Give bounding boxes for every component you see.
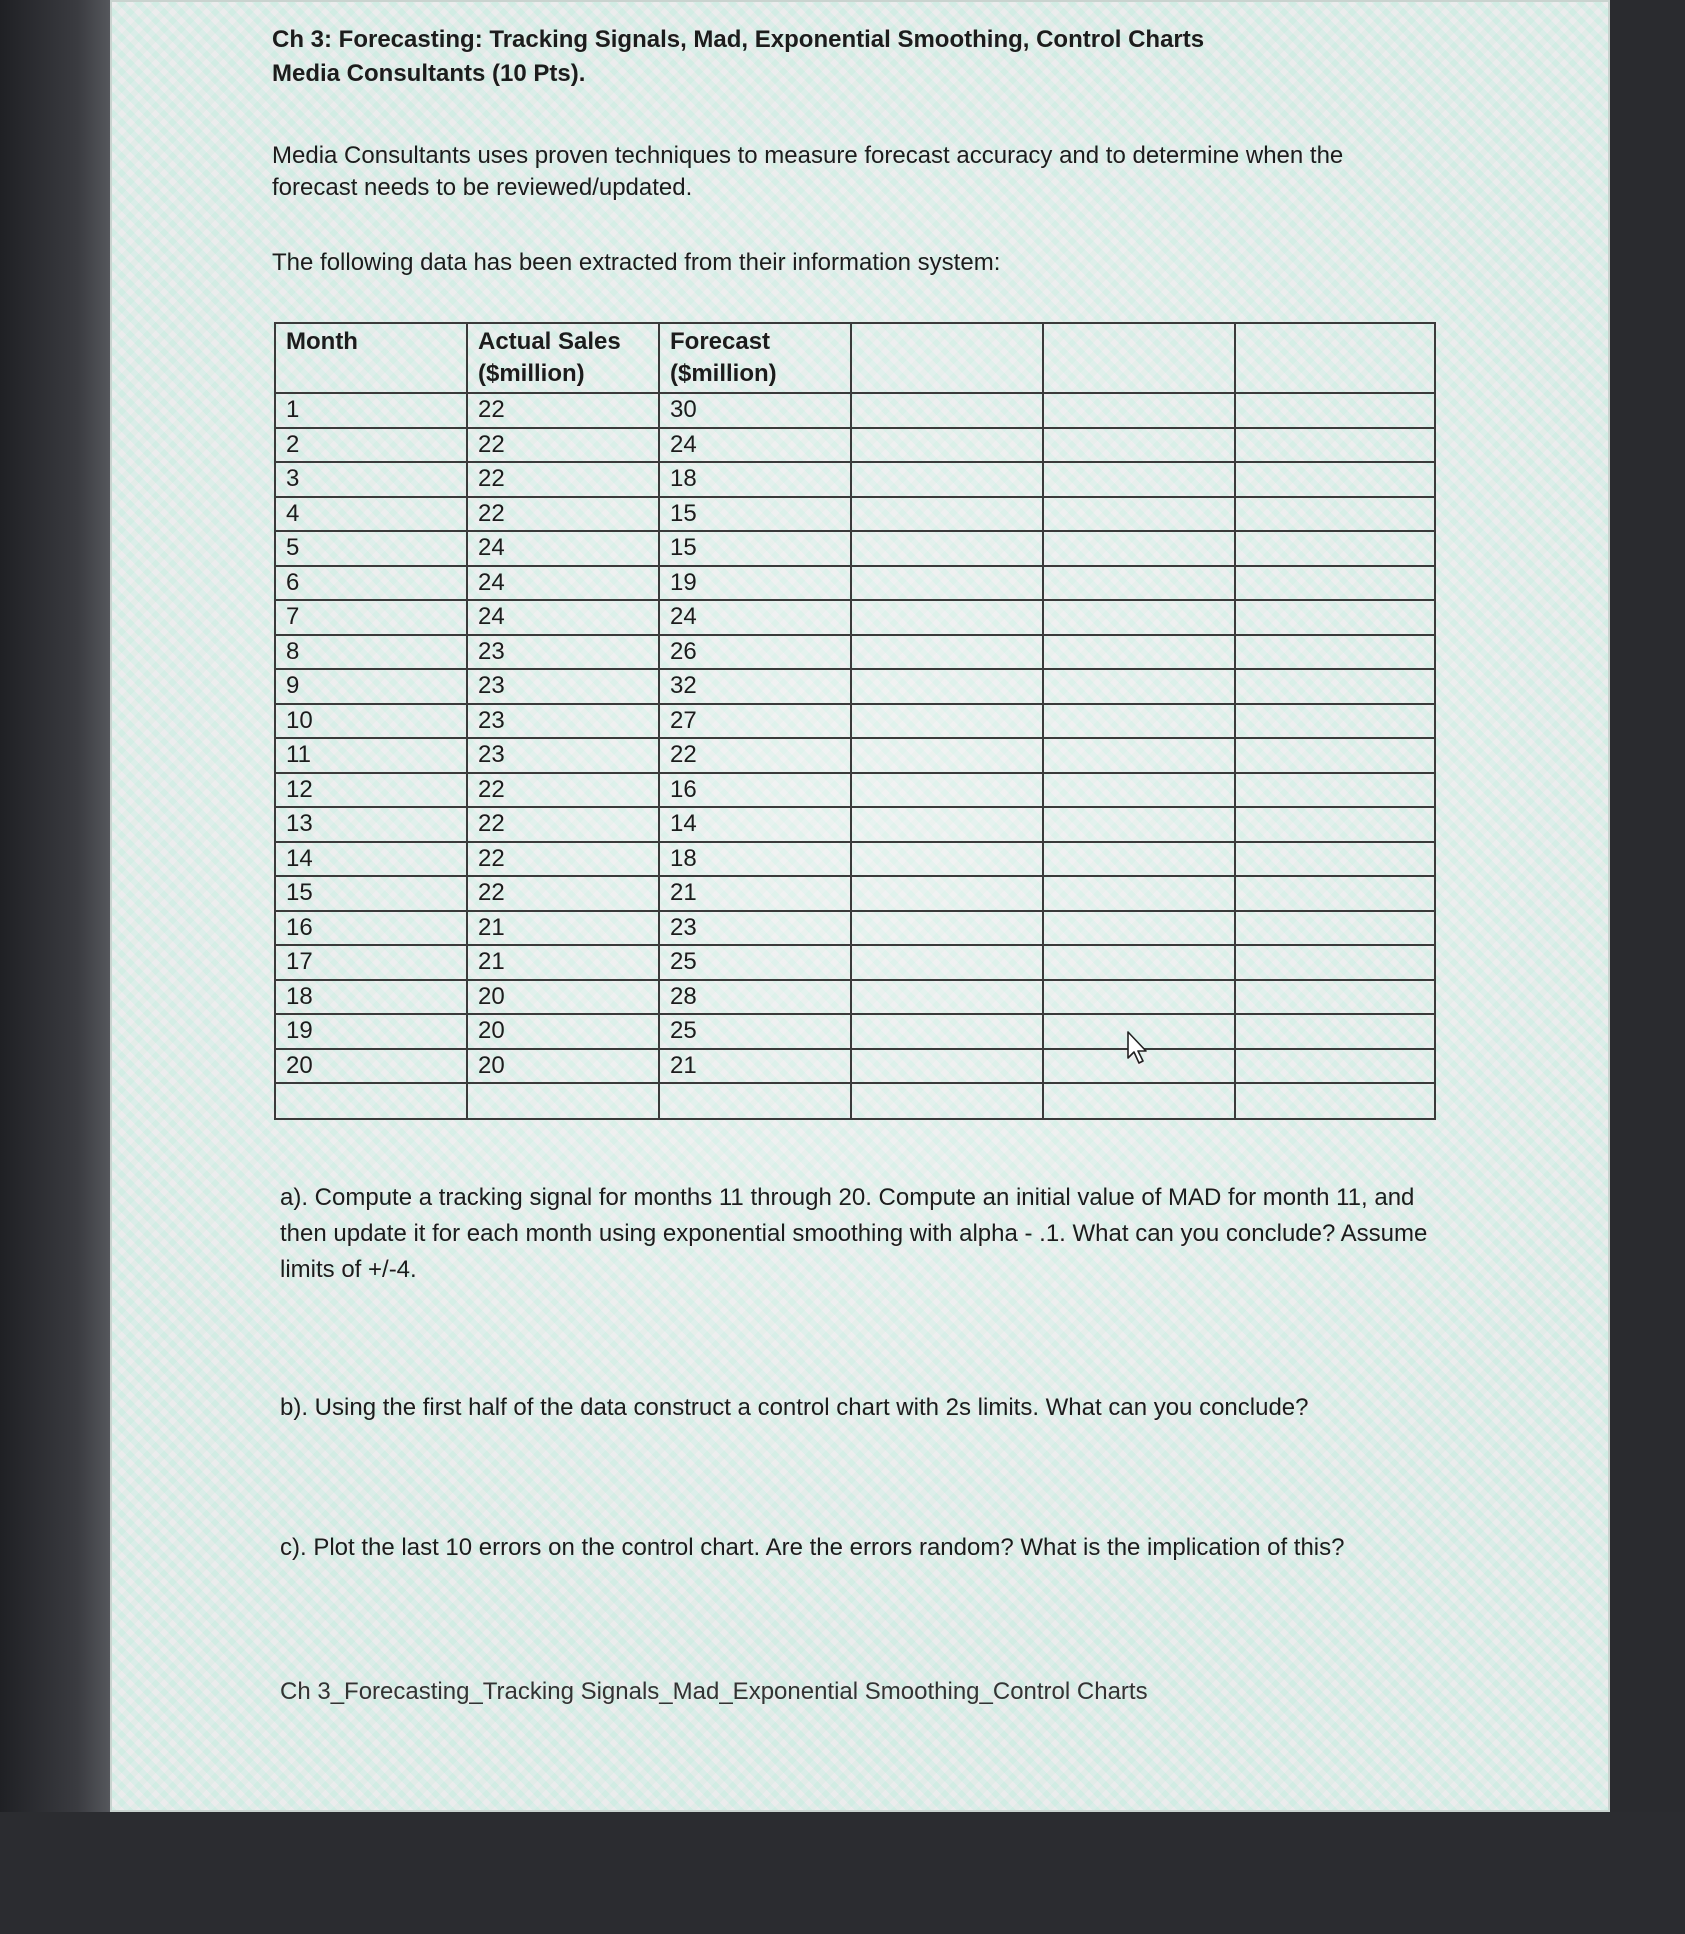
table-cell: 23 <box>467 738 659 773</box>
table-cell <box>851 635 1043 670</box>
table-cell: 23 <box>467 635 659 670</box>
data-intro-paragraph: The following data has been extracted from their information system: <box>272 249 1001 276</box>
sales-forecast-table <box>274 322 1436 1120</box>
table-cell <box>851 704 1043 739</box>
table-cell <box>851 773 1043 808</box>
table-cell <box>1235 600 1435 635</box>
table-cell <box>1235 1049 1435 1084</box>
table-cell: 21 <box>659 876 851 911</box>
table-cell: 22 <box>467 773 659 808</box>
table-cell: 27 <box>659 704 851 739</box>
table-cell: 23 <box>467 704 659 739</box>
column-header-6 <box>1235 323 1435 393</box>
table-cell <box>851 945 1043 980</box>
column-header-2 <box>467 323 659 393</box>
table-cell <box>851 497 1043 532</box>
table-cell: 22 <box>659 738 851 773</box>
table-row <box>275 911 1435 946</box>
table-cell <box>1043 842 1235 877</box>
table-cell <box>1043 428 1235 463</box>
table-cell <box>1235 945 1435 980</box>
table-row <box>275 842 1435 877</box>
table-row <box>275 635 1435 670</box>
table-cell <box>851 600 1043 635</box>
table-row <box>275 566 1435 601</box>
table-row <box>275 669 1435 704</box>
table-cell <box>1043 704 1235 739</box>
table-cell: 3 <box>275 462 467 497</box>
table-cell: 22 <box>467 428 659 463</box>
table-cell <box>1235 704 1435 739</box>
table-cell: 12 <box>275 773 467 808</box>
table-cell <box>1043 531 1235 566</box>
table-row <box>275 980 1435 1015</box>
table-cell <box>1235 911 1435 946</box>
table-cell <box>1235 428 1435 463</box>
table-cell <box>1235 1014 1435 1049</box>
table-cell: 22 <box>467 807 659 842</box>
table-cell: 20 <box>467 980 659 1015</box>
table-cell <box>1235 566 1435 601</box>
table-cell <box>1043 807 1235 842</box>
table-cell: 23 <box>659 911 851 946</box>
table-cell: 23 <box>467 669 659 704</box>
table-cell: 11 <box>275 738 467 773</box>
table-row <box>275 393 1435 428</box>
table-cell <box>1043 945 1235 980</box>
table-cell <box>1235 635 1435 670</box>
table-cell <box>1043 911 1235 946</box>
table-cell <box>851 807 1043 842</box>
table-cell <box>851 428 1043 463</box>
intro-paragraph: Media Consultants uses proven techniques to measure forecast accuracy and to determine when the forecast needs to be reviewed/updated. <box>272 142 1344 201</box>
table-cell: 22 <box>467 393 659 428</box>
table-row <box>275 497 1435 532</box>
monitor-bottom-bezel <box>0 1812 1685 1934</box>
table-cell <box>851 462 1043 497</box>
table-cell <box>1235 738 1435 773</box>
table-cell: 5 <box>275 531 467 566</box>
table-cell <box>1235 842 1435 877</box>
table-cell: 25 <box>659 945 851 980</box>
table-cell: 8 <box>275 635 467 670</box>
table-cell <box>851 1014 1043 1049</box>
table-cell <box>851 738 1043 773</box>
table-cell: 20 <box>467 1014 659 1049</box>
table-cell: 21 <box>659 1049 851 1084</box>
question-c: c). Plot the last 10 errors on the control chart. Are the errors random? What is the implication of this? <box>280 1534 1345 1561</box>
column-header-line2: ($million) <box>670 360 777 387</box>
table-cell: 18 <box>659 842 851 877</box>
table-cell: 22 <box>467 876 659 911</box>
table-cell: 21 <box>467 911 659 946</box>
table-cell <box>851 980 1043 1015</box>
table-cell <box>851 911 1043 946</box>
table-cell: 22 <box>467 842 659 877</box>
table-row <box>275 876 1435 911</box>
table-row-blank <box>275 1083 1435 1119</box>
table-cell: 1 <box>275 393 467 428</box>
table-cell: 14 <box>275 842 467 877</box>
table-cell <box>851 842 1043 877</box>
table-cell <box>851 876 1043 911</box>
table-cell: 15 <box>275 876 467 911</box>
table-cell: 24 <box>467 600 659 635</box>
table-cell <box>659 1083 851 1119</box>
table-cell <box>467 1083 659 1119</box>
table-row <box>275 945 1435 980</box>
table-cell: 20 <box>467 1049 659 1084</box>
table-cell <box>1043 600 1235 635</box>
table-cell <box>1235 393 1435 428</box>
table-cell <box>1235 773 1435 808</box>
column-header-1 <box>275 323 467 393</box>
table-cell <box>851 669 1043 704</box>
document-title: Ch 3: Forecasting: Tracking Signals, Mad, Exponential Smoothing, Control Charts <box>272 26 1205 53</box>
table-cell: 19 <box>659 566 851 601</box>
table-cell: 16 <box>659 773 851 808</box>
table-cell <box>1043 497 1235 532</box>
column-header-line1: Month <box>286 328 358 355</box>
table-cell: 7 <box>275 600 467 635</box>
table-cell <box>851 531 1043 566</box>
table-cell: 21 <box>467 945 659 980</box>
table-cell <box>275 1083 467 1119</box>
table-cell <box>1043 773 1235 808</box>
table-row <box>275 773 1435 808</box>
table-cell: 30 <box>659 393 851 428</box>
table-cell: 9 <box>275 669 467 704</box>
table-cell <box>1235 462 1435 497</box>
table-cell: 14 <box>659 807 851 842</box>
column-header-line1: Forecast <box>670 328 771 355</box>
table-cell: 18 <box>275 980 467 1015</box>
column-header-4 <box>851 323 1043 393</box>
table-cell <box>1043 669 1235 704</box>
table-row <box>275 704 1435 739</box>
table-cell: 6 <box>275 566 467 601</box>
table-cell: 16 <box>275 911 467 946</box>
table-cell: 22 <box>467 462 659 497</box>
table-row <box>275 600 1435 635</box>
table-cell <box>851 566 1043 601</box>
table-row <box>275 1049 1435 1084</box>
table-row <box>275 462 1435 497</box>
table-cell: 10 <box>275 704 467 739</box>
question-b: b). Using the first half of the data construct a control chart with 2s limits. What can you conclude? <box>280 1394 1309 1421</box>
document-subtitle: Media Consultants (10 Pts). <box>272 60 586 87</box>
table-body <box>275 393 1435 1119</box>
table-cell: 28 <box>659 980 851 1015</box>
table-cell: 13 <box>275 807 467 842</box>
table-cell <box>1043 876 1235 911</box>
document-footer: Ch 3_Forecasting_Tracking Signals_Mad_Exponential Smoothing_Control Charts <box>280 1678 1148 1705</box>
table-cell: 15 <box>659 531 851 566</box>
table-cell <box>1043 980 1235 1015</box>
table-cell <box>1043 462 1235 497</box>
table-cell: 22 <box>467 497 659 532</box>
question-a: a). Compute a tracking signal for months 11 through 20. Compute an initial value of MAD for month 11, and then update it for each month using exponential smoothing with alpha - .1. What can you conclude? Assume limits of +/-4. <box>280 1184 1428 1283</box>
table-cell <box>1235 807 1435 842</box>
table-cell <box>851 1049 1043 1084</box>
table-cell: 26 <box>659 635 851 670</box>
table-cell: 15 <box>659 497 851 532</box>
table-cell: 18 <box>659 462 851 497</box>
column-header-5 <box>1043 323 1235 393</box>
table-cell: 25 <box>659 1014 851 1049</box>
table-cell <box>851 1083 1043 1119</box>
table-cell <box>851 393 1043 428</box>
table-cell: 24 <box>467 531 659 566</box>
table-row <box>275 807 1435 842</box>
table-cell: 24 <box>659 600 851 635</box>
table-row <box>275 738 1435 773</box>
column-header-line2: ($million) <box>478 360 585 387</box>
table-cell: 17 <box>275 945 467 980</box>
table-cell: 2 <box>275 428 467 463</box>
table-row <box>275 428 1435 463</box>
column-header-3 <box>659 323 851 393</box>
table-cell <box>1235 531 1435 566</box>
table-header-row <box>275 323 1435 393</box>
table-cell <box>1043 738 1235 773</box>
table-cell: 4 <box>275 497 467 532</box>
table-row <box>275 531 1435 566</box>
monitor-left-edge <box>0 0 110 1934</box>
table-cell: 19 <box>275 1014 467 1049</box>
table-cell <box>1043 635 1235 670</box>
table-cell <box>1043 566 1235 601</box>
table-cell <box>1043 393 1235 428</box>
table-cell: 20 <box>275 1049 467 1084</box>
table-cell <box>1235 1083 1435 1119</box>
table-cell <box>1235 669 1435 704</box>
table-cell <box>1235 876 1435 911</box>
table-cell <box>1235 497 1435 532</box>
column-header-line1: Actual Sales <box>478 328 621 355</box>
table-cell <box>1235 980 1435 1015</box>
table-cell <box>1043 1083 1235 1119</box>
table-cell: 32 <box>659 669 851 704</box>
table-cell: 24 <box>659 428 851 463</box>
table-row <box>275 1014 1435 1049</box>
table-cell: 24 <box>467 566 659 601</box>
mouse-pointer-icon <box>1126 1030 1150 1066</box>
